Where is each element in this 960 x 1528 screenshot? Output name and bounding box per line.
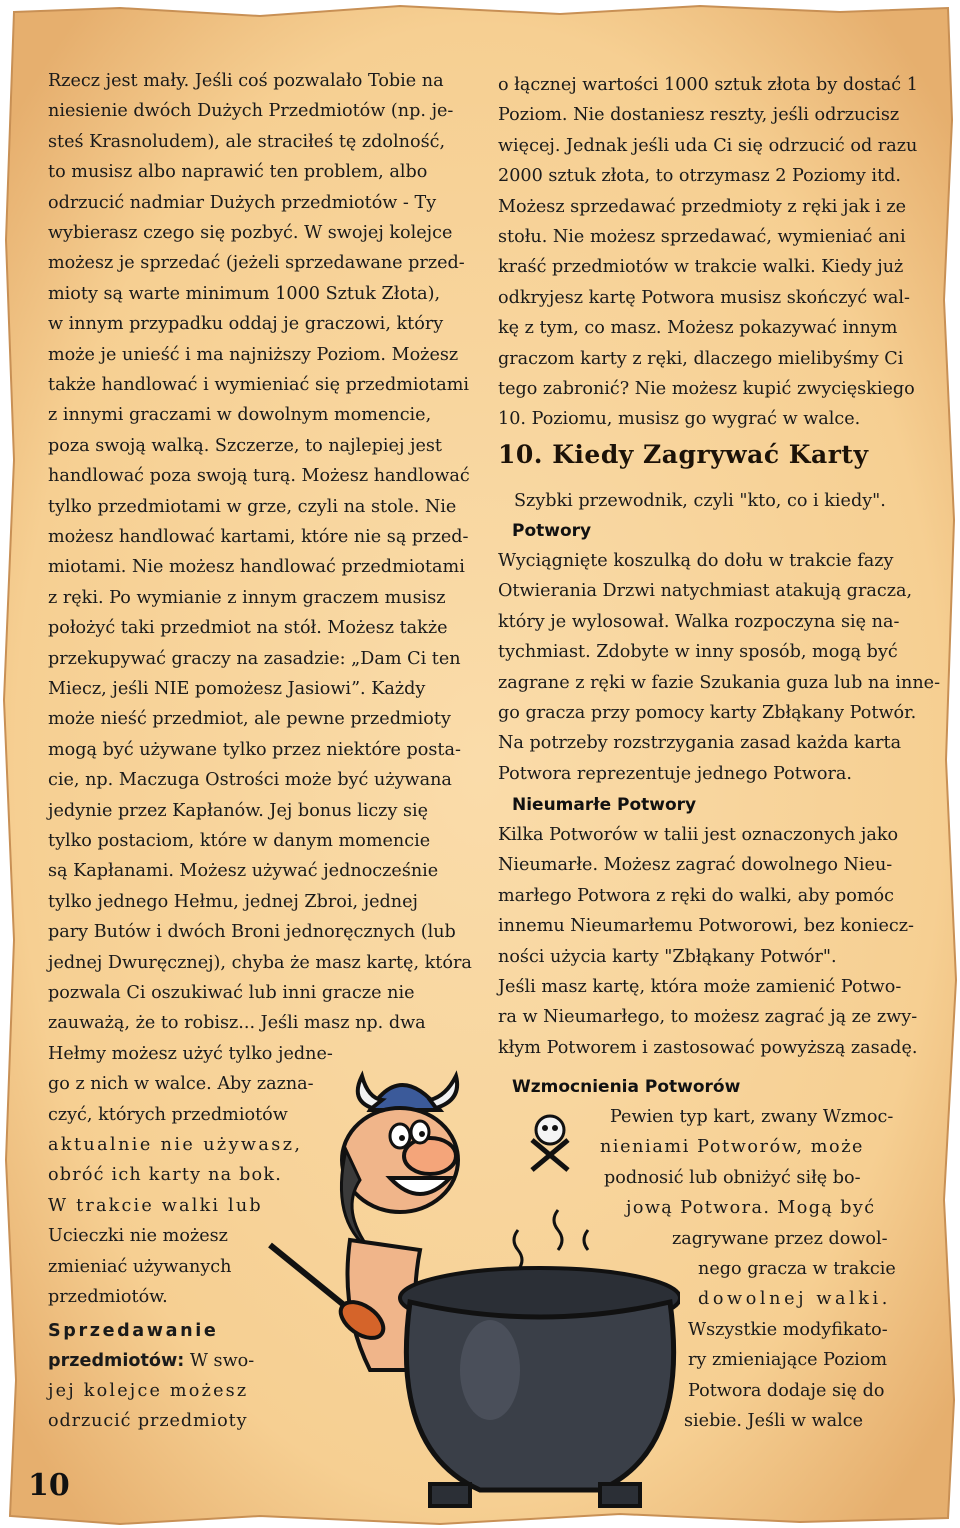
right-column-line: więcej. Jednak jeśli uda Ci się odrzucić od razu: [498, 135, 918, 156]
skull-icon: [532, 1116, 568, 1170]
left-column-line: pary Butów i dwóch Broni jednoręcznych (lub: [48, 922, 456, 943]
viking-helmet-icon: [358, 1076, 457, 1110]
cauldron-icon: [400, 1268, 680, 1506]
enhancers-line: dowolnej walki.: [698, 1289, 891, 1310]
enhancers-line: Potwora dodaje się do: [688, 1380, 885, 1401]
potwory-line: Wyciągnięte koszulką do dołu w trakcie fazy: [498, 551, 894, 571]
potwory-line: Na potrzeby rozstrzygania zasad każda karta: [498, 733, 902, 754]
undead-line: ności użycia karty "Zbłąkany Potwór".: [498, 946, 837, 967]
undead-heading: Nieumarłe Potwory: [512, 795, 697, 815]
potwory-line: zagrane z ręki w fazie Szukania guza lub na inne-: [498, 672, 941, 693]
left-column-line: z ręki. Po wymianie z innym graczem musisz: [48, 587, 446, 608]
right-column-line: kraść przedmiotów w trakcie walki. Kiedy już: [498, 257, 904, 278]
left-column-line: może nieść przedmiot, ale pewne przedmioty: [48, 709, 451, 730]
left-column-line: tylko postaciom, które w danym momencie: [48, 831, 431, 851]
potwory-line: który je wylosował. Walka rozpoczyna się na-: [498, 611, 900, 632]
left-column-line: obróć ich karty na bok.: [48, 1165, 282, 1186]
left-column-line: wybierasz czego się pozbyć. W swojej kolejce: [48, 223, 453, 243]
left-column-line: jednej Dwuręcznej), chyba że masz kartę, która: [48, 952, 472, 973]
left-column-line: steś Krasnoludem), ale straciłeś tę zdolność,: [48, 131, 446, 152]
page-number: 10: [28, 1468, 70, 1503]
selling-line-0: W swo-: [189, 1351, 255, 1371]
potwory-line: Otwierania Drzwi natychmiast atakują gracza,: [498, 581, 913, 602]
left-column-line: aktualnie nie używasz,: [48, 1135, 303, 1155]
undead-line: ra w Nieumarłego, to możesz zagrać ją ze zwy-: [498, 1007, 918, 1028]
enhancers-line: nieniami Potworów, może: [600, 1137, 865, 1158]
enhancers-line: Pewien typ kart, zwany Wzmoc-: [610, 1107, 894, 1127]
left-column-line: to musisz albo naprawić ten problem, albo: [48, 162, 428, 183]
intro-text: Szybki przewodnik, czyli "kto, co i kiedy".: [514, 491, 886, 511]
right-column-line: odkryjesz kartę Potwora musisz skończyć wal-: [498, 287, 910, 308]
right-column-line: kę z tym, co masz. Możesz pokazywać innym: [498, 318, 898, 339]
left-column-line: możesz je sprzedać (jeżeli sprzedawane przed-: [48, 253, 465, 274]
left-column-line: przekupywać graczy na zasadzie: „Dam Ci ten: [48, 648, 461, 669]
left-column-line: także handlować i wymieniać się przedmiotami: [48, 375, 470, 395]
potwory-line: tychmiast. Zdobyte w inny sposób, mogą być: [498, 642, 898, 663]
left-column-line: mioty są warte minimum 1000 Sztuk Złota),: [48, 283, 441, 304]
undead-line: Nieumarłe. Możesz zagrać dowolnego Nieu-: [498, 855, 893, 876]
left-column-line: Ucieczki nie możesz: [48, 1226, 228, 1247]
left-column-line: pozwala Ci oszukiwać lub inni gracze nie: [48, 983, 415, 1003]
undead-line: innemu Nieumarłemu Potworowi, bez koniecz-: [498, 916, 914, 937]
selling-line-2: odrzucić przedmioty: [48, 1411, 248, 1431]
dwarf-cauldron-illustration: [250, 1070, 680, 1510]
left-column-line: zmieniać używanych: [48, 1256, 232, 1277]
left-column-line: odrzucić nadmiar Dużych przedmiotów - Ty: [48, 192, 437, 213]
left-column-line: niesienie dwóch Dużych Przedmiotów (np. je-: [48, 101, 454, 122]
enhancers-line: nego gracza w trakcie: [698, 1259, 896, 1279]
right-column-line: Możesz sprzedawać przedmioty z ręki jak i ze: [498, 196, 907, 217]
enhancers-heading: Wzmocnienia Potworów: [512, 1077, 741, 1097]
left-column-line: w innym przypadku oddaj je graczowi, który: [48, 314, 444, 335]
right-column-line: o łącznej wartości 1000 sztuk złota by dostać 1: [498, 75, 918, 95]
left-column-line: możesz handlować kartami, które nie są przed-: [48, 527, 469, 547]
right-column-line: Poziom. Nie dostaniesz reszty, jeśli odrzucisz: [498, 105, 900, 126]
left-column-line: go z nich w walce. Aby zazna-: [48, 1074, 314, 1095]
left-column-line: Miecz, jeśli NIE pomożesz Jasiowi”. Każdy: [48, 679, 426, 699]
selling-line-1: jej kolejce możesz: [48, 1381, 249, 1401]
potwory-heading: Potwory: [512, 521, 592, 541]
undead-line: kłym Potworem i zastosować powyższą zasadę.: [498, 1037, 918, 1058]
left-column-line: W trakcie walki lub: [48, 1195, 263, 1216]
left-column-line: z innymi graczami w dowolnym momencie,: [48, 405, 432, 426]
potwory-line: go gracza przy pomocy karty Zbłąkany Potwór.: [498, 703, 917, 723]
right-column-line: stołu. Nie możesz sprzedawać, wymieniać ani: [498, 227, 906, 247]
left-column-line: handlować poza swoją turą. Możesz handlować: [48, 466, 470, 487]
left-column-line: mogą być używane tylko przez niektóre posta-: [48, 739, 461, 760]
left-column-line: miotami. Nie możesz handlować przedmiotami: [48, 557, 465, 578]
selling-heading: Sprzedawanie: [48, 1321, 219, 1341]
undead-line: marłego Potwora z ręki do walki, aby pomóc: [498, 885, 895, 906]
potwory-line: Potwora reprezentuje jednego Potwora.: [498, 763, 852, 784]
enhancers-line: podnosić lub obniżyć siłę bo-: [604, 1167, 861, 1188]
left-column-line: położyć taki przedmiot na stół. Możesz także: [48, 618, 448, 639]
right-column-line: tego zabronić? Nie możesz kupić zwycięskiego: [498, 379, 915, 399]
undead-line: Jeśli masz kartę, która może zamienić Potwo-: [498, 977, 902, 997]
left-column-line: przedmiotów.: [48, 1287, 168, 1307]
right-column-line: 10. Poziomu, musisz go wygrać w walce.: [498, 409, 861, 430]
left-column-line: cie, np. Maczuga Ostrości może być używana: [48, 770, 452, 791]
left-column-line: Rzecz jest mały. Jeśli coś pozwalało Tobie na: [48, 71, 444, 91]
enhancers-line: Wszystkie modyfikato-: [688, 1319, 888, 1340]
enhancers-line: jową Potwora. Mogą być: [626, 1198, 876, 1219]
left-column-line: są Kapłanami. Możesz używać jednocześnie: [48, 861, 439, 882]
left-column-line: Hełmy możesz użyć tylko jedne-: [48, 1043, 333, 1064]
undead-line: Kilka Potworów w talii jest oznaczonych jako: [498, 825, 899, 845]
right-column-line: 2000 sztuk złota, to otrzymasz 2 Poziomy itd.: [498, 166, 901, 187]
left-column-line: może je unieść i ma najniższy Poziom. Możesz: [48, 344, 459, 365]
selling-heading-2: przedmiotów:: [48, 1351, 185, 1371]
left-column-line: jedynie przez Kapłanów. Jej bonus liczy się: [48, 800, 429, 821]
enhancers-line: ry zmieniające Poziom: [688, 1350, 888, 1371]
left-column-line: zauważą, że to robisz... Jeśli masz np. dwa: [48, 1013, 426, 1034]
left-column-line: tylko przedmiotami w grze, czyli na stole. Nie: [48, 496, 457, 517]
enhancers-line: siebie. Jeśli w walce: [684, 1411, 863, 1431]
left-column-line: tylko jednego Hełmu, jednej Zbroi, jednej: [48, 891, 419, 912]
section-title: 10. Kiedy Zagrywać Karty: [498, 440, 869, 469]
left-column-line: czyć, których przedmiotów: [48, 1104, 288, 1125]
left-column-line: poza swoją walką. Szczerze, to najlepiej jest: [48, 435, 442, 456]
enhancers-line: zagrywane przez dowol-: [672, 1228, 888, 1249]
right-column-line: graczom karty z ręki, dlaczego mielibyśmy Ci: [498, 348, 904, 369]
